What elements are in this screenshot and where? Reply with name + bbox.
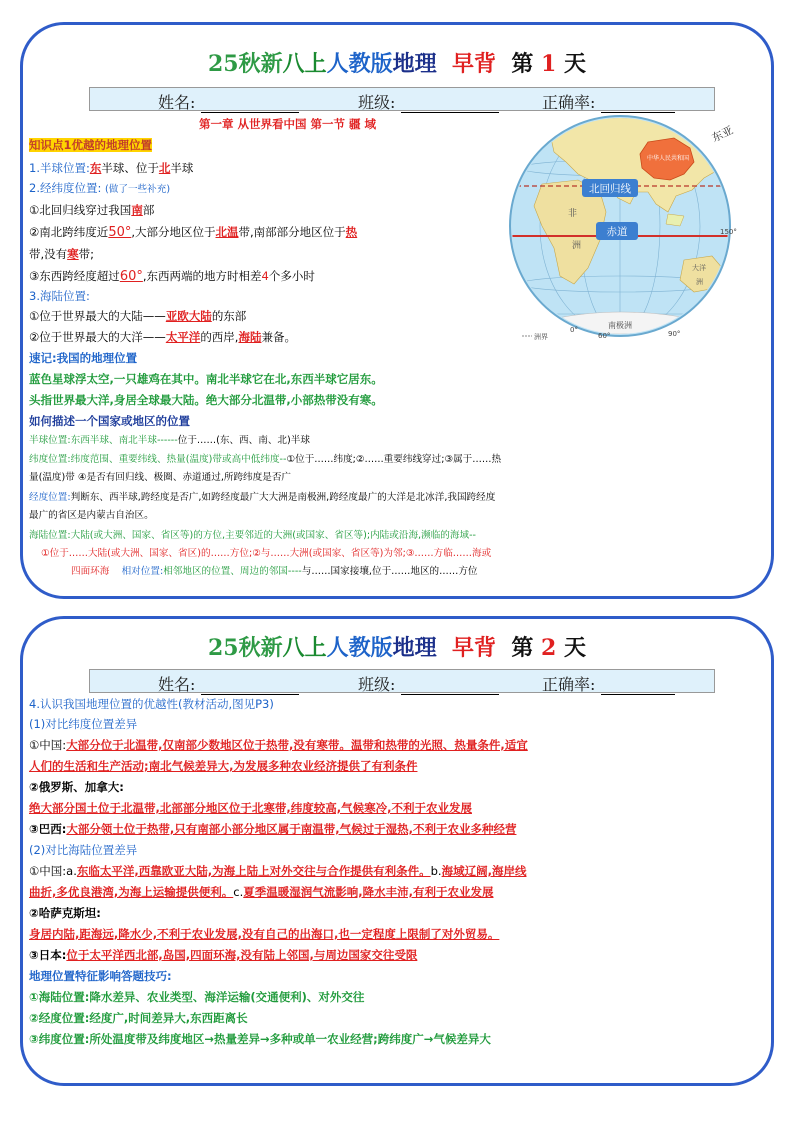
describe-latitude: 纬度位置:纬度范围、重要纬线、热量(温度)带或高中低纬度--①位于……纬度;②……重要纬线穿过;③属于……热 — [29, 454, 502, 465]
pacific-line: ②位于世界最大的大洋——太平洋的西岸,海陆兼备。 — [29, 330, 296, 344]
describe-relative: 四面环海 相对位置:相邻地区的位置、周边的邻国----与……国家接壤,位于……地区的……方位 — [71, 566, 478, 577]
knowledge-point-title: 知识点1优越的地理位置 — [29, 138, 153, 152]
day1-title: 25秋新八上人教版地理 早背 第 1 天 — [207, 51, 587, 77]
latitude-span-line: ②南北跨纬度近50°,大部分地区位于北温带,南部部分地区位于热 — [29, 225, 358, 240]
describe-land-sea-cont: ①位于……大陆(或大洲、国家、省区)的……方位;②与……大洲(或国家、省区等)为邻;③……方临……海或 — [41, 548, 492, 559]
africa-label-zhou: 洲 — [572, 241, 582, 251]
no-cold-zone-line: 带,没有寒带; — [29, 247, 95, 261]
mnemonic-line-1: 蓝色星球浮太空,一只雄鸡在其中。南北半球它在北,东西半球它居东。 — [29, 372, 383, 386]
class-field[interactable] — [401, 96, 499, 113]
russia-canada-text: 绝大部分国土位于北温带,北部部分地区位于北寒带,纬度较高,气候寒冷,不利于农业发展 — [29, 801, 472, 815]
africa-label-fei: 非 — [568, 209, 578, 219]
tip-land-sea: ①海陆位置:降水差异、农业类型、海洋运输(交通便利)、对外交往 — [29, 990, 365, 1004]
score-label: 正确率: — [542, 93, 596, 112]
land-sea-heading: 3.海陆位置: — [29, 289, 90, 303]
day2-title: 25秋新八上人教版地理 早背 第 2 天 — [207, 635, 587, 661]
describe-hemisphere: 半球位置:东西半球、南北半球------位于……(东、西、南、北)半球 — [29, 435, 310, 446]
name-field[interactable] — [201, 678, 299, 695]
hemisphere-line: 1.半球位置:东半球、位于北半球 — [29, 161, 194, 175]
day2-card — [20, 616, 774, 1086]
day2-info-bar — [89, 669, 715, 693]
eurasia-line: ①位于世界最大的大陆——亚欧大陆的东部 — [29, 309, 247, 323]
russia-canada-label: ②俄罗斯、加拿大: — [29, 780, 124, 794]
tips-heading: 地理位置特征影响答题技巧: — [29, 969, 172, 983]
name-label: 姓名: — [158, 675, 196, 694]
score-field[interactable] — [601, 678, 675, 695]
legend-label: 洲界 — [534, 333, 548, 341]
tropic-line: ①北回归线穿过我国南部 — [29, 203, 155, 217]
class-label: 班级: — [358, 93, 396, 112]
latitude-compare-heading: (1)对比纬度位置差异 — [29, 717, 138, 731]
oceania-label-zhou: 洲 — [696, 278, 703, 286]
class-label: 班级: — [358, 675, 396, 694]
class-field[interactable] — [401, 678, 499, 695]
oceania-label-dayang: 大洋 — [692, 264, 706, 272]
mnemonic-line-2: 头指世界最大洋,身居全球最大陆。绝大部分北温带,小部热带没有寒。 — [29, 393, 383, 407]
latlon-heading: 2.经纬度位置: (做了一些补充) — [29, 181, 171, 195]
score-label: 正确率: — [542, 675, 596, 694]
tip-longitude: ②经度位置:经度广,时间差异大,东西距离长 — [29, 1011, 248, 1025]
describe-land-sea: 海陆位置:大陆(或大洲、国家、省区等)的方位,主要邻近的大洲(或国家、省区等);内陆或沿海,濒临的海域-- — [29, 530, 476, 541]
describe-longitude-cont: 最广的省区是内蒙古自治区。 — [29, 510, 154, 521]
china-latitude-cont: 人们的生活和生产活动;南北气候差异大,为发展多种农业经济提供了有利条件 — [29, 759, 418, 773]
tick-150: 150° — [720, 228, 737, 236]
japan-line: ③日本:位于太平洋西北部,岛国,四面环海,没有陆上邻国,与周边国家交往受限 — [29, 948, 418, 962]
antarctica-label: 南极洲 — [608, 321, 632, 330]
tip-latitude: ③纬度位置:所处温度带及纬度地区→热量差异→多种或单一农业经营;跨纬度广→气候差异大 — [29, 1032, 491, 1046]
china-latitude-line: ①中国:大部分位于北温带,仅南部少数地区位于热带,没有寒带。温带和热带的光照、热量条件,适宜 — [29, 738, 528, 752]
kazakhstan-label: ②哈萨克斯坦: — [29, 906, 101, 920]
tropic-label: 北回归线 — [589, 183, 631, 195]
china-label: 中华人民共和国 — [646, 155, 690, 162]
kazakhstan-text: 身居内陆,距海远,降水少,不利于农业发展,没有自己的出海口,也一定程度上限制了对外贸易。 — [29, 927, 500, 941]
name-label: 姓名: — [158, 93, 196, 112]
describe-heading: 如何描述一个国家或地区的位置 — [29, 414, 190, 428]
describe-longitude: 经度位置:判断东、西半球,跨经度是否广,如跨经度最广大大洲是南极洲,跨经度最广的大洋是北冰洋,我国跨经度 — [29, 492, 496, 503]
land-sea-compare-heading: (2)对比海陆位置差异 — [29, 843, 138, 857]
china-sea-cont: 曲折,多优良港湾,为海上运输提供便利。c.夏季温暖湿润气流影响,降水丰沛,有利于农业发展 — [29, 885, 494, 899]
equator-label: 赤道 — [606, 226, 628, 238]
globe-svg — [508, 108, 752, 346]
globe-map — [508, 108, 752, 346]
advantage-heading: 4.认识我国地理位置的优越性(教材活动,图见P3) — [29, 697, 274, 711]
describe-latitude-cont: 量(温度)带 ④是否有回归线、极圈、赤道通过,所跨纬度是否广 — [29, 472, 292, 483]
chapter-heading: 第一章 从世界看中国 第一节 疆 域 — [199, 117, 377, 131]
tick-90: 90° — [668, 330, 681, 338]
tick-0: 0° — [570, 326, 578, 334]
name-field[interactable] — [201, 96, 299, 113]
tick-60: 60° — [598, 332, 611, 340]
longitude-span-line: ③东西跨经度超过60°,东西两端的地方时相差4个多小时 — [29, 269, 315, 284]
brazil-line: ③巴西:大部分领土位于热带,只有南部小部分地区属于南温带,气候过于湿热,不利于农业多种经营 — [29, 822, 517, 836]
mnemonic-heading: 速记:我国的地理位置 — [29, 351, 138, 365]
china-sea-line: ①中国:a.东临太平洋,西靠欧亚大陆,为海上陆上对外交往与合作提供有利条件。b.海域辽阔,海岸线 — [29, 864, 527, 878]
east-asia-label: 东亚 — [709, 123, 736, 145]
